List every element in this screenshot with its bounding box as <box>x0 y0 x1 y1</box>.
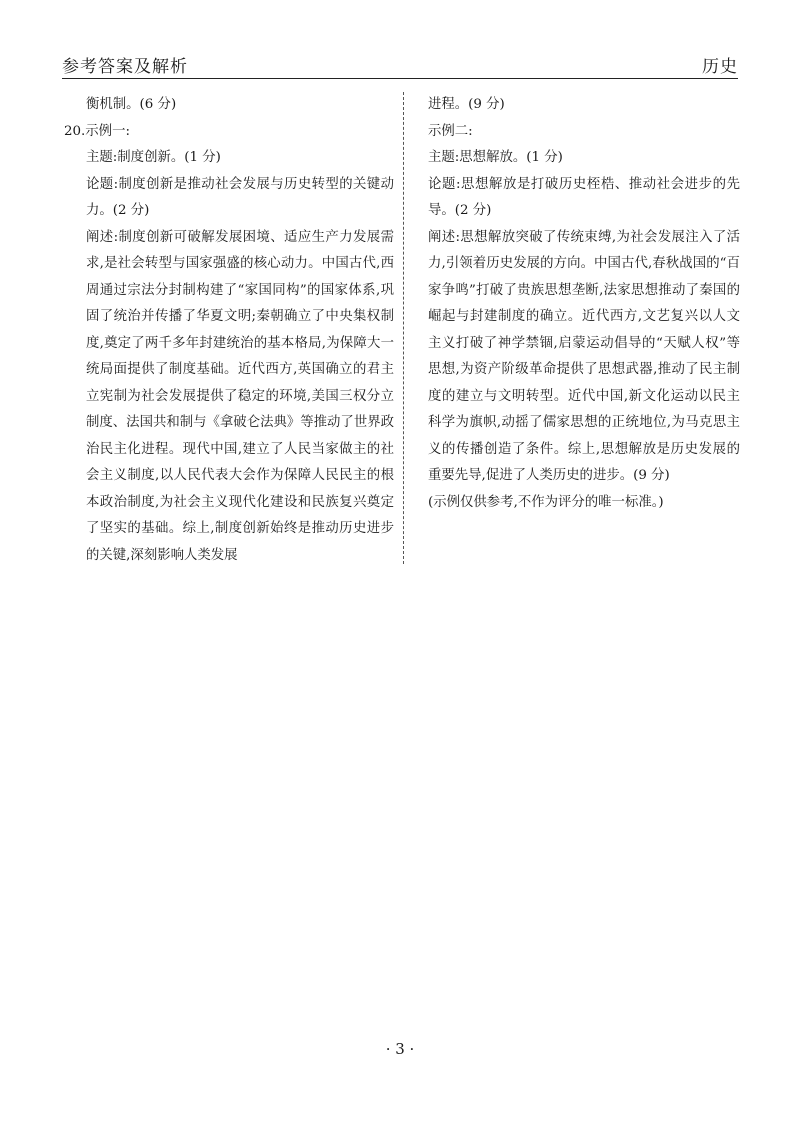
example-two-theme: 主题:思想解放。(1 分) <box>428 150 563 165</box>
example-one-label: 示例一: <box>85 123 130 139</box>
example-one-exposition: 阐述:制度创新可破解发展困境、适应生产力发展需求,是社会转型与国家强盛的核心动力。中国古代,西周通过宗法分封制构建了“家国同构”的国家体系,巩固了统治并传播了华夏文明;秦朝确立了中央集权制度,奠定了两千多年封建统治的基本格局,为保障大一统局面提供了制度基础。近代西方,英国确立的君主立宪制为社会发展提供了稳定的环境,美国三权分立制度、法国共和制与《拿破仑法典》等推动了世界政治民主化进程。现代中国,建立了人民当家做主的社会主义制度,以人民代表大会作为保障人民民主的根本政治制度,为社会主义现代化建设和民族复兴奠定了坚实的基础。综上,制度创新始终是推动历史进步的关键,深刻影响人类发展 <box>86 229 394 563</box>
header-subject: 历史 <box>702 57 738 77</box>
question-20-heading <box>64 119 394 146</box>
example-two-exposition: 阐述:思想解放突破了传统束缚,为社会发展注入了活力,引领着历史发展的方向。中国古代,春秋战国的“百家争鸣”打破了贵族思想垄断,法家思想推动了秦国的崛起与封建制度的确立。近代西方,文艺复兴以人文主义打破了神学禁锢,启蒙运动倡导的“天赋人权”等思想,为资产阶级革命提供了思想武器,推动了民主制度的建立与文明转型。近代中国,新文化运动以民主科学为旗帜,动摇了儒家思想的正统地位,为马克思主义的传播创造了条件。综上,思想解放是历史发展的重要先导,促进了人类历史的进步。(9 分) <box>428 229 740 483</box>
reference-note: (示例仅供参考,不作为评分的唯一标准。) <box>428 494 664 510</box>
example-one-thesis: 论题:制度创新是推动社会发展与历史转型的关键动力。(2 分) <box>86 176 394 218</box>
header-rule <box>62 78 738 79</box>
page-number: · 3 · <box>385 1040 415 1058</box>
column-divider <box>403 92 404 564</box>
example-one-theme: 主题:制度创新。(1 分) <box>86 150 221 165</box>
question-number: 20. <box>64 123 86 139</box>
example-two-thesis: 论题:思想解放是打破历史桎梏、推动社会进步的先导。(2 分) <box>428 176 740 218</box>
right-column <box>418 92 740 516</box>
example-two-label: 示例二: <box>428 123 473 139</box>
right-continuation: 进程。(9 分) <box>428 97 505 112</box>
left-column <box>64 92 394 569</box>
left-continuation: 衡机制。(6 分) <box>86 97 177 112</box>
header-title: 参考答案及解析 <box>62 57 188 77</box>
page-header <box>62 48 738 82</box>
